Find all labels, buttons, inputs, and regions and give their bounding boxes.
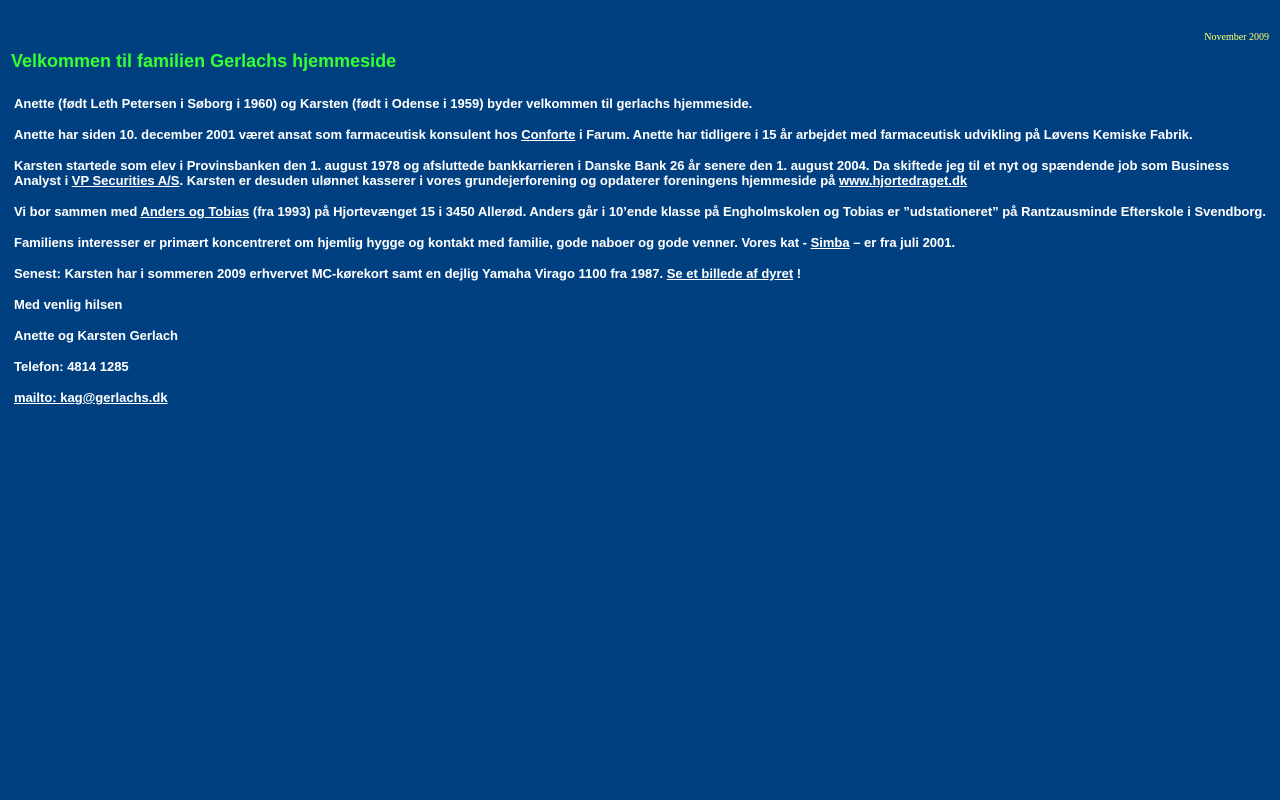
- mail-paragraph: [14, 390, 1266, 405]
- anette-text-after: i Farum. Anette har tidligere i 15 år arbejdet med farmaceutisk udvikling på Løvens Kemiske Fabrik.: [575, 127, 1193, 142]
- anette-text-before: Anette har siden 10. december 2001 været ansat som farmaceutisk konsulent hos: [14, 127, 522, 142]
- simba-link[interactable]: Simba: [810, 235, 850, 250]
- main-content: [14, 96, 1266, 421]
- page-title: Velkommen til familien Gerlachs hjemmeside: [11, 51, 397, 71]
- conforte-link[interactable]: Conforte: [521, 127, 576, 142]
- phone-number: Telefon: 4814 1285: [14, 359, 129, 374]
- anders-tobias-link[interactable]: Anders og Tobias: [140, 204, 250, 219]
- intro-paragraph: [14, 96, 1266, 111]
- anette-paragraph: [14, 127, 1266, 142]
- children-paragraph: [14, 204, 1266, 219]
- hjortedraget-link[interactable]: www.hjortedraget.dk: [839, 173, 968, 188]
- interests-text-after: – er fra juli 2001.: [849, 235, 956, 250]
- children-text-after: (fra 1993) på Hjortevænget 15 i 3450 Allerød. Anders går i 10’ende klasse på Engholmskolen og Tobias er ”udstationeret” på Rantzausminde Efterskole i Svendborg.: [249, 204, 1266, 219]
- vp-securities-link[interactable]: VP Securities A/S: [71, 173, 180, 188]
- karsten-paragraph: [14, 158, 1266, 188]
- karsten-text-before: Karsten startede som elev i Provinsbanken den 1. august 1978 og afsluttede bankkarrieren i Danske Bank 26 år senere den 1. august 2004. Da skiftede jeg til et nyt og spændende job som Business Analyst i: [14, 158, 1230, 188]
- motorcycle-photo-link[interactable]: Se et billede af dyret: [666, 266, 794, 281]
- karsten-text-middle: . Karsten er desuden ulønnet kasserer i vores grundejerforening og opdaterer foreningens hjemmeside på: [179, 173, 840, 188]
- latest-text-before: Senest: Karsten har i sommeren 2009 erhvervet MC-kørekort samt en dejlig Yamaha Virago 1100 fra 1987.: [14, 266, 667, 281]
- greeting-text: Med venlig hilsen: [14, 297, 123, 312]
- interests-paragraph: [14, 235, 1266, 250]
- intro-text: Anette (født Leth Petersen i Søborg i 1960) og Karsten (født i Odense i 1959) byder velkommen til gerlachs hjemmeside.: [14, 96, 753, 111]
- latest-paragraph: [14, 266, 1266, 281]
- signature-names: Anette og Karsten Gerlach: [14, 328, 178, 343]
- interests-text-before: Familiens interesser er primært koncentreret om hjemlig hygge og kontakt med familie, gode naboer og gode venner. Vores kat -: [14, 235, 811, 250]
- email-link[interactable]: mailto: kag@gerlachs.dk: [14, 390, 168, 405]
- latest-text-after: !: [793, 266, 802, 281]
- children-text-before: Vi bor sammen med: [14, 204, 141, 219]
- date-label: November 2009: [1204, 32, 1269, 43]
